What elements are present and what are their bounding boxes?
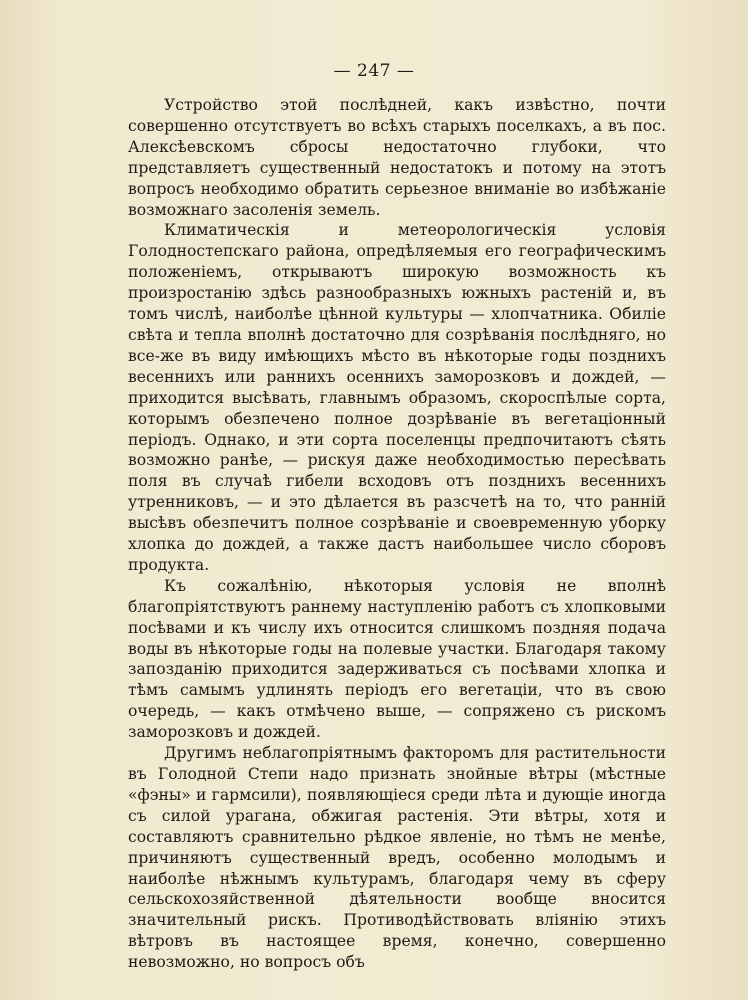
paragraph-water-delay: Къ сожалѣнію, нѣкоторыя условія не вполнѣ благопріятствуютъ раннему наступленію работъ съ хлопковыми посѣвами и къ числу ихъ относится слишкомъ поздняя подача воды въ нѣкоторые годы на полевые участки. Благодаря такому запозданію приходится задерживаться съ посѣвами хлопка и тѣмъ самымъ удлинять періодъ его вегетаціи, что въ свою очередь, — какъ отмѣчено выше, — сопряжено съ рискомъ заморозковъ и дождей. [128,576,666,742]
page-number: — 247 — [333,61,415,81]
page-body [128,95,666,973]
paragraph-irrigation: Устройство этой послѣдней, какъ извѣстно, почти совершенно отсутствуетъ во всѣхъ старыхъ поселкахъ, а въ пос. Алексѣевскомъ сбросы недостаточно глубоки, что представляетъ существенный недостатокъ и потому на этотъ вопросъ необходимо обратить серьезное вниманіе во избѣжаніе возможнаго засоленія земель. [128,96,666,219]
paragraph-climate: Климатическія и метеорологическія условія Голодностепскаго района, опредѣляемыя его географическимъ положеніемъ, открываютъ широкую возможность къ произростанію здѣсь разнообразныхъ южныхъ растеній и, въ томъ числѣ, наиболѣе цѣнной культуры — хлопчатника. Обиліе свѣта и тепла вполнѣ достаточно для созрѣванія послѣдняго, но все-же въ виду имѣющихъ мѣсто въ нѣкоторые годы позднихъ весеннихъ или раннихъ осеннихъ заморозковъ и дождей, — приходится высѣвать, главнымъ образомъ, скороспѣлые сорта, которымъ обезпечено полное дозрѣваніе въ вегетаціонный періодъ. Однако, и эти сорта поселенцы предпочитаютъ сѣять возможно ранѣе, — рискуя даже необходимостью пересѣвать поля въ случаѣ гибели всходовъ отъ позднихъ весеннихъ утренниковъ, — и это дѣлается въ разсчетѣ на то, что ранній высѣвъ обезпечитъ полное созрѣваніе и своевременную уборку хлопка до дождей, а также дастъ наибольшее число сборовъ продукта. [128,221,666,574]
paragraph-winds: Другимъ неблагопріятнымъ факторомъ для растительности въ Голодной Степи надо признать знойные вѣтры (мѣстные «фэны» и гармсили), появляющіеся среди лѣта и дующіе иногда съ силой урагана, обжигая растенія. Эти вѣтры, хотя и составляютъ сравнительно рѣдкое явленіе, но тѣмъ не менѣе, причиняютъ существенный вредъ, особенно молодымъ и наиболѣе нѣжнымъ культурамъ, благодаря чему въ сферу сельскохозяйственной дѣятельности вообще вносится значительный рискъ. Противодѣйствовать вліянію этихъ вѣтровъ въ настоящее время, конечно, совершенно невозможно, но вопросъ объ [128,744,666,972]
